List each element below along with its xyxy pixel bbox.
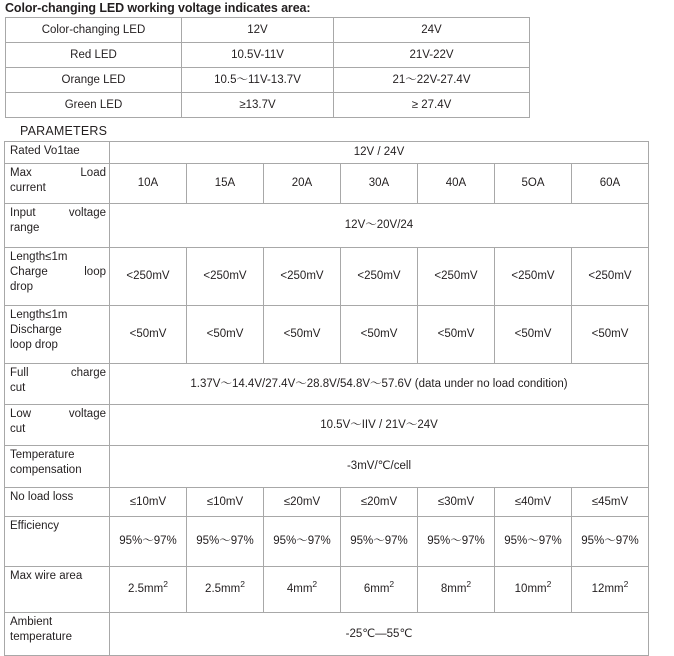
- superscript: 2: [389, 579, 395, 590]
- max-load-current-value: 15A: [187, 164, 264, 204]
- row-label: [5, 517, 110, 567]
- input-voltage-range-value: 12V～20V/24: [110, 204, 649, 248]
- row-label: [5, 488, 110, 517]
- charge-loop-drop-value: <250mV: [187, 248, 264, 306]
- row-label: [5, 567, 110, 613]
- row-label-line: current: [10, 182, 46, 194]
- no-load-loss-value: ≤30mV: [418, 488, 495, 517]
- efficiency-value: 95%～97%: [264, 517, 341, 567]
- value-number: 8mm: [440, 583, 467, 595]
- no-load-loss-value: ≤40mV: [495, 488, 572, 517]
- ambient-temperature-value: -25℃—55℃: [110, 613, 649, 656]
- charge-loop-drop-value: <250mV: [572, 248, 649, 306]
- discharge-loop-drop-value: <50mV: [264, 306, 341, 364]
- max-wire-area-value: [418, 567, 495, 613]
- table-row-no-load-loss: [5, 488, 649, 517]
- led-voltage-table: [5, 17, 530, 118]
- charge-loop-drop-value: <250mV: [495, 248, 572, 306]
- row-label-line: temperature: [10, 631, 73, 643]
- row-label-line: range: [10, 222, 40, 234]
- row-label-line: Input voltage: [10, 207, 106, 219]
- table-row-efficiency: [5, 517, 649, 567]
- table-row-temperature-compensation: [5, 446, 649, 488]
- row-label-line: compensation: [10, 464, 82, 476]
- led-12v-cell: ≥13.7V: [182, 93, 334, 118]
- max-wire-area-value: [264, 567, 341, 613]
- value-number: 2.5mm: [205, 583, 241, 595]
- row-label: [5, 164, 110, 204]
- table-row: [6, 68, 530, 93]
- discharge-loop-drop-value: <50mV: [495, 306, 572, 364]
- row-label: [5, 613, 110, 656]
- table-row-max-load-current: [5, 164, 649, 204]
- table-row-input-voltage-range: [5, 204, 649, 248]
- led-24v-cell: ≥ 27.4V: [334, 93, 530, 118]
- row-label: [5, 306, 110, 364]
- row-label-line: Max Load: [10, 167, 106, 179]
- table-row-rated-voltage: [5, 142, 649, 164]
- value-number: 6mm: [363, 583, 390, 595]
- no-load-loss-value: ≤20mV: [264, 488, 341, 517]
- led-24v-cell: 21V-22V: [334, 43, 530, 68]
- row-label: [5, 248, 110, 306]
- no-load-loss-value: ≤10mV: [187, 488, 264, 517]
- table-row: [6, 93, 530, 118]
- row-label-line: loop drop: [10, 339, 58, 351]
- row-label-line: Rated Vo1tae: [10, 145, 80, 157]
- row-label: [5, 142, 110, 164]
- led-24v-cell: 21～22V-27.4V: [334, 68, 530, 93]
- table-row-ambient-temperature: [5, 613, 649, 656]
- no-load-loss-value: ≤45mV: [572, 488, 649, 517]
- value-number: 4mm: [286, 583, 313, 595]
- max-load-current-value: 60A: [572, 164, 649, 204]
- temperature-compensation-value: -3mV/℃/cell: [110, 446, 649, 488]
- max-load-current-value: 5OA: [495, 164, 572, 204]
- max-load-current-value: 30A: [341, 164, 418, 204]
- rated-voltage-value: 12V / 24V: [110, 142, 649, 164]
- led-name-cell: Orange LED: [6, 68, 182, 93]
- max-wire-area-value: [341, 567, 418, 613]
- row-label-line: Charge loop: [10, 266, 106, 278]
- led-12v-cell: 10.5～11V-13.7V: [182, 68, 334, 93]
- row-label-line: Length≤1m: [10, 251, 68, 263]
- row-label-line: Full charge: [10, 367, 106, 379]
- row-label: [5, 204, 110, 248]
- row-label-line: cut: [10, 382, 26, 394]
- efficiency-value: 95%～97%: [495, 517, 572, 567]
- led-name-cell: Red LED: [6, 43, 182, 68]
- led-12v-cell: 12V: [182, 18, 334, 43]
- max-load-current-value: 40A: [418, 164, 495, 204]
- superscript: 2: [546, 579, 552, 590]
- row-label-line: drop: [10, 281, 34, 293]
- superscript: 2: [240, 579, 245, 590]
- led-name-cell: Green LED: [6, 93, 182, 118]
- value-number: 12mm: [591, 583, 624, 595]
- max-wire-area-value: [110, 567, 187, 613]
- discharge-loop-drop-value: <50mV: [110, 306, 187, 364]
- max-wire-area-value: [572, 567, 649, 613]
- superscript: 2: [466, 579, 472, 590]
- efficiency-value: 95%～97%: [418, 517, 495, 567]
- charge-loop-drop-value: <250mV: [110, 248, 187, 306]
- parameters-section-title: PARAMETERS: [20, 124, 108, 138]
- charge-loop-drop-value: <250mV: [418, 248, 495, 306]
- row-label-line: Low voltage: [10, 408, 106, 420]
- table-row: [6, 43, 530, 68]
- row-label-line: Ambient: [10, 616, 53, 628]
- superscript: 2: [623, 579, 629, 590]
- row-label-line: cut: [10, 423, 26, 435]
- row-label-line: Length≤1m: [10, 309, 68, 321]
- row-label-line: Max wire area: [10, 570, 83, 582]
- discharge-loop-drop-value: <50mV: [187, 306, 264, 364]
- table-row-discharge-loop-drop: [5, 306, 649, 364]
- row-label-line: Discharge: [10, 324, 62, 336]
- table-row-full-charge-cut: [5, 364, 649, 405]
- led-name-cell: Color-changing LED: [6, 18, 182, 43]
- superscript: 2: [163, 579, 168, 590]
- max-load-current-value: 10A: [110, 164, 187, 204]
- discharge-loop-drop-value: <50mV: [418, 306, 495, 364]
- discharge-loop-drop-value: <50mV: [341, 306, 418, 364]
- efficiency-value: 95%～97%: [341, 517, 418, 567]
- charge-loop-drop-value: <250mV: [264, 248, 341, 306]
- full-charge-cut-value: 1.37V～14.4V/27.4V～28.8V/54.8V～57.6V (data under no load condition): [110, 364, 649, 405]
- efficiency-value: 95%～97%: [110, 517, 187, 567]
- parameters-table: [4, 141, 649, 656]
- no-load-loss-value: ≤20mV: [341, 488, 418, 517]
- max-wire-area-value: [187, 567, 264, 613]
- table-row-charge-loop-drop: [5, 248, 649, 306]
- row-label-line: Temperature: [10, 449, 75, 461]
- low-voltage-cut-value: 10.5V～IIV / 21V～24V: [110, 405, 649, 446]
- row-label: [5, 364, 110, 405]
- superscript: 2: [312, 579, 318, 590]
- table-row-max-wire-area: [5, 567, 649, 613]
- no-load-loss-value: ≤10mV: [110, 488, 187, 517]
- led-voltage-area-heading: Color-changing LED working voltage indicates area:: [5, 1, 311, 15]
- table-row-low-voltage-cut: [5, 405, 649, 446]
- row-label: [5, 405, 110, 446]
- value-number: 2.5mm: [128, 583, 164, 595]
- efficiency-value: 95%～97%: [572, 517, 649, 567]
- led-24v-cell: 24V: [334, 18, 530, 43]
- charge-loop-drop-value: <250mV: [341, 248, 418, 306]
- discharge-loop-drop-value: <50mV: [572, 306, 649, 364]
- table-row: [6, 18, 530, 43]
- max-wire-area-value: [495, 567, 572, 613]
- row-label-line: Efficiency: [10, 520, 60, 532]
- max-load-current-value: 20A: [264, 164, 341, 204]
- efficiency-value: 95%～97%: [187, 517, 264, 567]
- row-label-line: No load loss: [10, 491, 74, 503]
- row-label: [5, 446, 110, 488]
- value-number: 10mm: [514, 583, 547, 595]
- led-12v-cell: 10.5V-11V: [182, 43, 334, 68]
